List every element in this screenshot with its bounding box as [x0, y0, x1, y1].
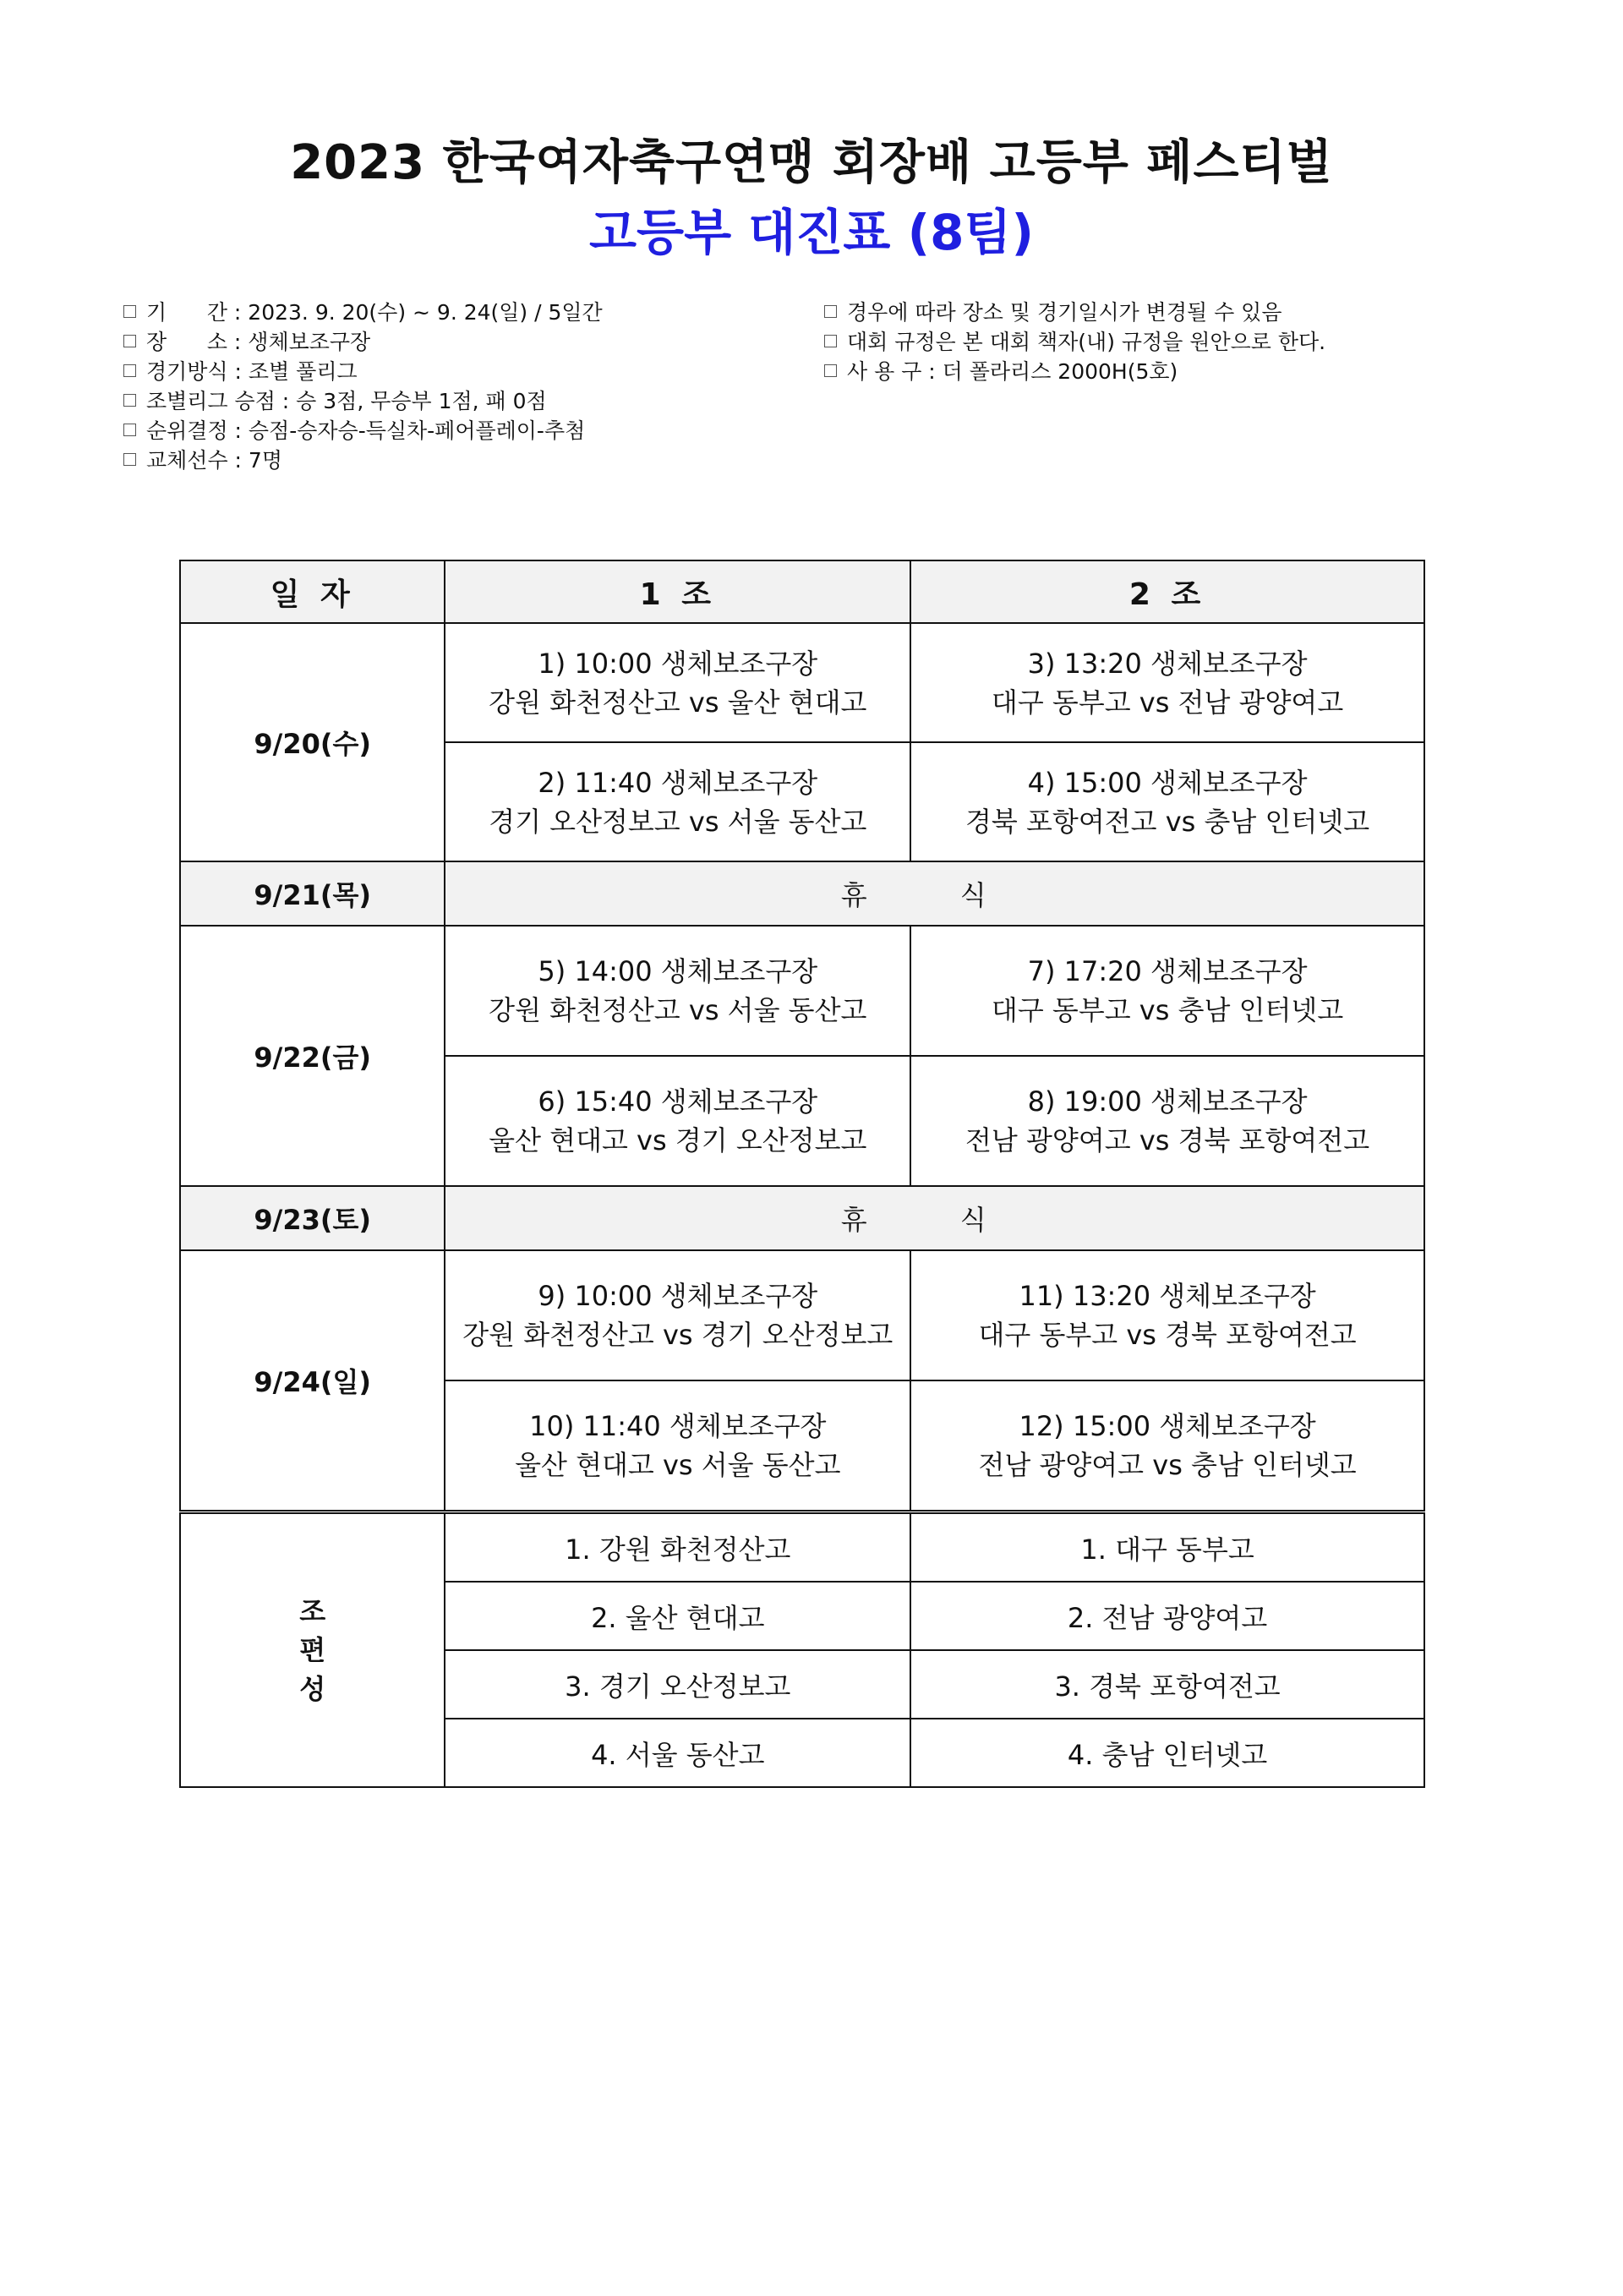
match-time: 11) 13:20 생체보조구장 [1019, 1280, 1316, 1312]
match-teams: 경기 오산정보고 vs 서울 동산고 [489, 805, 867, 838]
match-teams: 강원 화천정산고 vs 서울 동산고 [489, 994, 867, 1026]
match-teams: 울산 현대고 vs 경기 오산정보고 [489, 1124, 867, 1156]
roster-label-char: 편 [299, 1634, 326, 1666]
roster-label-char: 조 [299, 1595, 326, 1627]
checkbox-square-icon [123, 394, 136, 407]
checkbox-square-icon [123, 305, 136, 318]
match-cell [910, 1250, 1424, 1380]
page-subtitle: 고등부 대진표 (8팀) [589, 204, 1034, 261]
checkbox-square-icon [824, 335, 837, 347]
page-title: 2023 한국여자축구연맹 회장배 고등부 페스티벌 [290, 135, 1333, 190]
date-cell: 9/20(수) [180, 623, 445, 861]
match-teams: 경북 포항여전고 vs 충남 인터넷고 [965, 805, 1370, 838]
checkbox-square-icon [824, 364, 837, 377]
match-cell [910, 926, 1424, 1056]
info-venue: 장 소 : 생체보조구장 [146, 330, 371, 354]
match-teams: 대구 동부고 vs 충남 인터넷고 [991, 994, 1344, 1026]
match-cell [445, 926, 910, 1056]
info-note-rules: 대회 규정은 본 대회 책자(내) 규정을 원안으로 한다. [847, 330, 1326, 354]
roster-team: 4. 충남 인터넷고 [910, 1719, 1424, 1787]
match-time: 9) 10:00 생체보조구장 [538, 1280, 818, 1312]
rest-cell: 휴 식 [445, 861, 1424, 926]
checkbox-square-icon [123, 453, 136, 466]
date-cell: 9/22(금) [180, 926, 445, 1186]
table-header-row [180, 560, 1424, 623]
date-cell: 9/24(일) [180, 1250, 445, 1512]
rest-cell: 휴 식 [445, 1186, 1424, 1250]
roster-label-char: 성 [299, 1673, 326, 1705]
match-cell [445, 1250, 910, 1380]
schedule-table [179, 560, 1425, 1788]
roster-label [180, 1512, 445, 1788]
checkbox-square-icon [123, 335, 136, 347]
match-teams: 전남 광양여고 vs 충남 인터넷고 [978, 1449, 1357, 1481]
match-time: 6) 15:40 생체보조구장 [538, 1085, 818, 1118]
table-row [180, 623, 1424, 742]
match-time: 8) 19:00 생체보조구장 [1027, 1085, 1308, 1118]
match-cell [445, 1380, 910, 1512]
roster-team: 4. 서울 동산고 [445, 1719, 910, 1787]
roster-team: 2. 울산 현대고 [445, 1582, 910, 1650]
header-group1: 1 조 [445, 560, 910, 623]
info-points: 조별리그 승점 : 승 3점, 무승부 1점, 패 0점 [146, 389, 547, 413]
match-time: 2) 11:40 생체보조구장 [538, 766, 818, 799]
info-format: 경기방식 : 조별 풀리그 [146, 359, 358, 384]
info-line [824, 327, 1325, 357]
match-cell [445, 1056, 910, 1186]
table-row [180, 1250, 1424, 1380]
match-cell [910, 1380, 1424, 1512]
match-time: 3) 13:20 생체보조구장 [1027, 647, 1308, 680]
match-teams: 강원 화천정산고 vs 울산 현대고 [489, 686, 867, 719]
info-line [824, 298, 1325, 327]
header-group2: 2 조 [910, 560, 1424, 623]
match-teams: 울산 현대고 vs 서울 동산고 [515, 1449, 841, 1481]
info-line [123, 386, 603, 416]
info-line [123, 446, 603, 475]
info-line [123, 357, 603, 386]
roster-team: 1. 대구 동부고 [910, 1512, 1424, 1583]
match-cell [910, 1056, 1424, 1186]
roster-team: 1. 강원 화천정산고 [445, 1512, 910, 1583]
roster-team: 2. 전남 광양여고 [910, 1582, 1424, 1650]
rest-row [180, 861, 1424, 926]
match-cell [910, 742, 1424, 861]
match-teams: 대구 동부고 vs 경북 포항여전고 [978, 1319, 1357, 1351]
match-time: 10) 11:40 생체보조구장 [529, 1410, 827, 1442]
info-note-change: 경우에 따라 장소 및 경기일시가 변경될 수 있음 [847, 300, 1282, 325]
date-cell: 9/23(토) [180, 1186, 445, 1250]
match-teams: 전남 광양여고 vs 경북 포항여전고 [965, 1124, 1370, 1156]
match-cell [445, 623, 910, 742]
info-line [123, 327, 603, 357]
roster-row [180, 1512, 1424, 1583]
info-ball: 사 용 구 : 더 폴라리스 2000H(5호) [847, 359, 1178, 384]
roster-team: 3. 경기 오산정보고 [445, 1650, 910, 1719]
rest-row [180, 1186, 1424, 1250]
info-right [824, 298, 1325, 386]
match-time: 7) 17:20 생체보조구장 [1027, 955, 1308, 987]
info-line [824, 357, 1325, 386]
table-row [180, 926, 1424, 1056]
info-line [123, 416, 603, 446]
date-cell: 9/21(목) [180, 861, 445, 926]
match-cell [910, 623, 1424, 742]
checkbox-square-icon [824, 305, 837, 318]
info-line [123, 298, 603, 327]
info-substitutes: 교체선수 : 7명 [146, 448, 282, 473]
match-time: 5) 14:00 생체보조구장 [538, 955, 818, 987]
match-teams: 강원 화천정산고 vs 경기 오산정보고 [462, 1319, 893, 1351]
match-time: 1) 10:00 생체보조구장 [538, 647, 818, 680]
checkbox-square-icon [123, 364, 136, 377]
match-time: 4) 15:00 생체보조구장 [1027, 766, 1308, 799]
checkbox-square-icon [123, 424, 136, 436]
info-left [123, 298, 603, 475]
roster-team: 3. 경북 포항여전고 [910, 1650, 1424, 1719]
info-period: 기 간 : 2023. 9. 20(수) ~ 9. 24(일) / 5일간 [146, 300, 603, 325]
match-cell [445, 742, 910, 861]
match-time: 12) 15:00 생체보조구장 [1019, 1410, 1316, 1442]
info-ranking: 순위결정 : 승점-승자승-득실차-페어플레이-추첨 [146, 418, 586, 443]
match-teams: 대구 동부고 vs 전남 광양여고 [991, 686, 1344, 719]
header-date: 일 자 [180, 560, 445, 623]
